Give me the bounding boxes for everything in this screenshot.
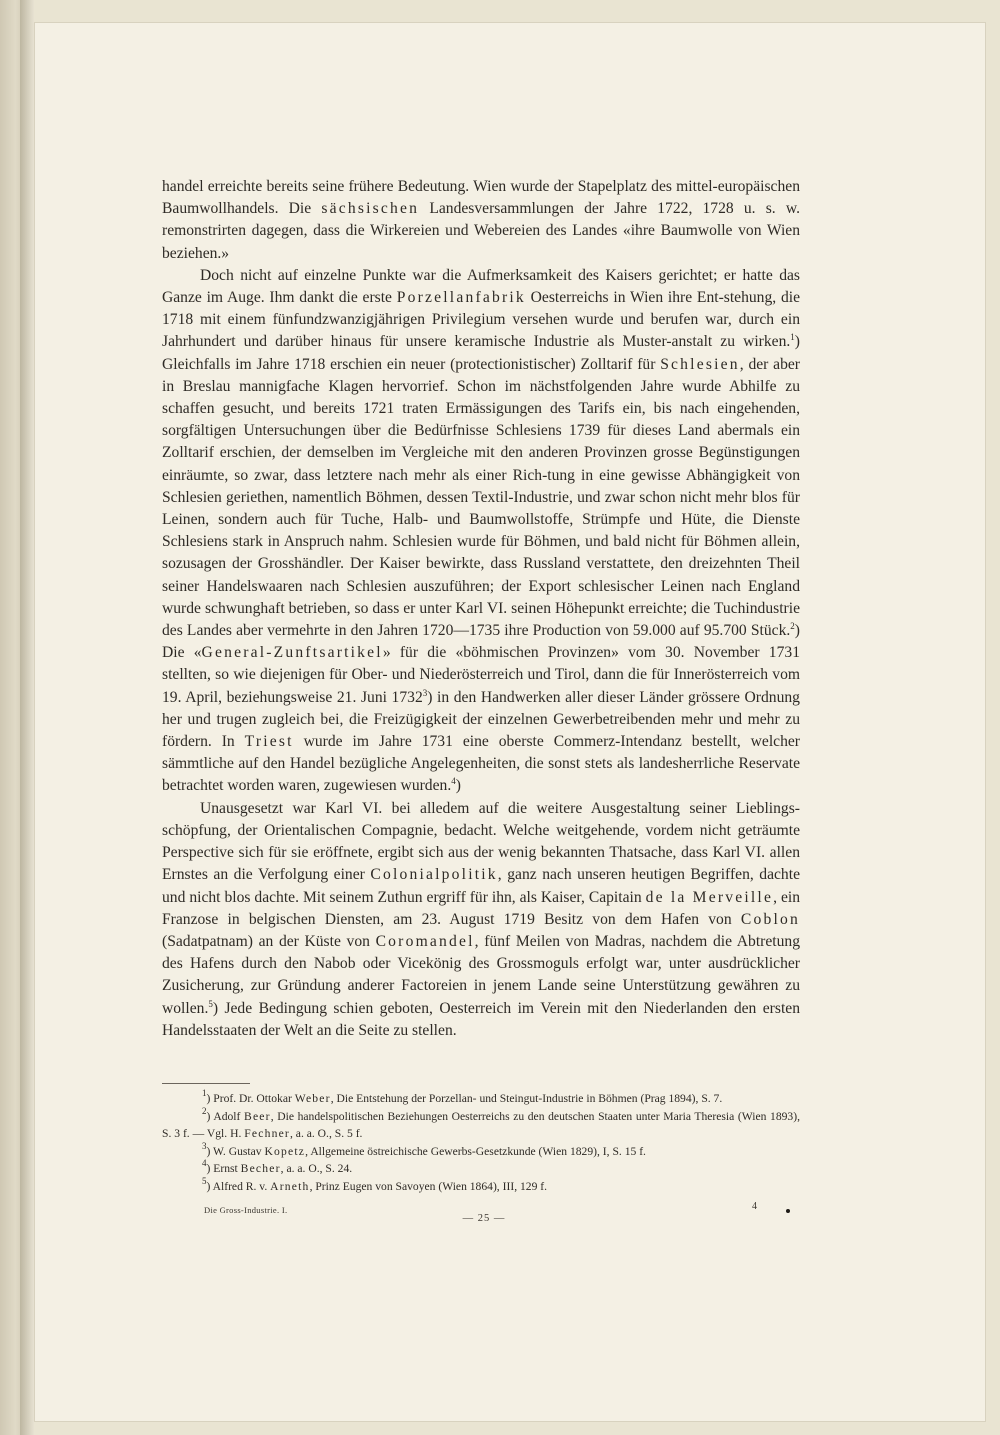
spaced-emphasis: Coblon bbox=[740, 910, 800, 928]
footnote-rule bbox=[162, 1083, 250, 1084]
text-run: ) in den Handwerken aller dieser Länder grössere Ordnung her und trugen zugleich bei, die Freizügigkeit der einzelnen Gewerbetreibenden mehr und mehr zu fördern. In bbox=[162, 688, 800, 751]
footnote-marker: 5 bbox=[208, 998, 213, 1009]
imprint-line: Die Gross-Industrie. I. bbox=[204, 1205, 288, 1215]
page-number: — 25 — bbox=[462, 1213, 506, 1224]
text-run: , fünf Meilen von Madras, nachdem die Abtretung des Hafens durch den Nabob oder Vicekönig des Grossmoguls erfolgt war, unter ausdrücklicher Zusicherung, zur Gründung anderer Factoreien in jenem Lande seine Unterstützung gewähren zu wollen. bbox=[162, 932, 801, 1017]
spaced-emphasis: Arneth bbox=[270, 1179, 310, 1193]
spaced-emphasis: Porzellanfabrik bbox=[396, 289, 526, 307]
spaced-emphasis: Colonialpolitik bbox=[370, 866, 498, 884]
footnote-marker: 1 bbox=[202, 1088, 207, 1098]
text-run: ) Die « bbox=[162, 622, 800, 662]
footnotes bbox=[162, 1090, 800, 1196]
spaced-emphasis: Triest bbox=[244, 733, 294, 751]
footnote-marker: 1 bbox=[790, 332, 795, 343]
footnote-marker: 2 bbox=[202, 1105, 207, 1116]
footnote-marker: 2 bbox=[790, 621, 795, 632]
text-run: , Die handelspolitischen Beziehungen Oesterreichs zu den deutschen Staaten unter Maria Theresia (Wien 1893), S. 3 f. — Vgl. H. bbox=[162, 1109, 800, 1141]
text-run: , ganz nach unseren heutigen Begriffen, dachte und nicht blos dachte. Mit seinem Zuthun ergriff für ihn, als Kaiser, Capitain bbox=[162, 866, 800, 906]
text-run: ) Gleichfalls im Jahre 1718 erschien ein neuer (protectionistischer) Zolltarif für bbox=[162, 333, 800, 373]
signature-mark: 4 bbox=[752, 1201, 757, 1212]
text-run: , Prinz Eugen von Savoyen (Wien 1864), III, 129 f. bbox=[309, 1179, 548, 1193]
footnote-marker: 5 bbox=[202, 1175, 207, 1186]
text-run: ) W. Gustav bbox=[206, 1144, 265, 1158]
text-run: , ein Franzose in belgischen Diensten, am 23. August 1719 Besitz von dem Hafen von bbox=[162, 888, 800, 928]
text-run: ) Jede Bedingung schien geboten, Oesterreich im Verein mit den Niederlanden den ersten Handelsstaaten der Welt an die Seite zu stellen. bbox=[162, 999, 800, 1039]
text-run: Unausgesetzt war Karl VI. bei alledem auf die weitere Ausgestaltung seiner Lieblings-schöpfung, der Orientalischen Compagnie, bedacht. Welche weitgehende, vordem nicht geträumte Perspective sich für sie eröffnete, ergibt sich aus der wenig bekannten Thatsache, dass Karl VI. allen Ernstes an die Verfolgung einer bbox=[162, 799, 800, 884]
spaced-emphasis: Kopetz bbox=[264, 1144, 306, 1158]
text-run: (Sadatpatnam) an der Küste von bbox=[162, 932, 376, 950]
spaced-emphasis: General-Zunftsartikel bbox=[201, 644, 383, 662]
text-run: , Allgemeine östreichische Gewerbs-Gesetzkunde (Wien 1829), I, S. 15 f. bbox=[305, 1144, 646, 1158]
text-run: ) Alfred R. v. bbox=[206, 1179, 271, 1193]
text-run: Doch nicht auf einzelne Punkte war die Aufmerksamkeit des Kaisers gerichtet; er hatte das Ganze im Auge. Ihm dankt die erste bbox=[162, 266, 800, 307]
footnote-4 bbox=[162, 1160, 800, 1178]
spaced-emphasis: Beer bbox=[244, 1109, 271, 1123]
footnote-3 bbox=[162, 1140, 800, 1161]
footnote-1 bbox=[162, 1090, 800, 1108]
text-run: handel erreichte bereits seine frühere Bedeutung. Wien wurde der Stapelplatz des mittel-europäischen Baumwollhandels. Die bbox=[162, 178, 800, 218]
footnote-marker: 3 bbox=[422, 687, 428, 698]
text-run: ) Adolf bbox=[206, 1109, 245, 1123]
footnote-marker: 4 bbox=[202, 1158, 207, 1169]
text-run: ) Prof. Dr. Ottokar bbox=[206, 1092, 295, 1105]
text-run: , a. a. O., S. 24. bbox=[280, 1162, 353, 1176]
text-run: » für die «böhmischen Provinzen» vom 30. November 1731 stellten, so wie diejenigen für Ober- und Niederösterreich und Tirol, dann die für Innerösterreich vom 19. April, beziehungsweise 21. Juni 1732 bbox=[162, 644, 800, 706]
text-run: Oesterreichs in Wien ihre Ent-stehung, die 1718 mit einem fünfundzwanzigjährigen Privilegium versehen wurde und berufen war, durch ein Jahrhundert und darüber hinaus für unsere keramische Industrie als Muster-anstalt zu wirken. bbox=[162, 289, 800, 351]
spaced-emphasis: Becher bbox=[240, 1162, 281, 1176]
spaced-emphasis: Weber bbox=[294, 1092, 331, 1105]
text-run: Landesversammlungen der Jahre 1722, 1728 u. s. w. remonstrirten dagegen, dass die Wirkereien und Webereien des Landes «ihre Baumwolle von Wien beziehen.» bbox=[162, 200, 800, 262]
text-run: , a. a. O., S. 5 f. bbox=[290, 1127, 363, 1141]
text-run: ) bbox=[455, 777, 461, 795]
text-run: wurde im Jahre 1731 eine oberste Commerz-Intendanz bestellt, welcher sämmtliche auf den Handel bezügliche Angelegenheiten, die sonst stets als landesherrliche Reservate betrachtet worden waren, zugewiesen wurden. bbox=[162, 733, 800, 795]
paragraph-3 bbox=[162, 798, 800, 1042]
spaced-emphasis: Schlesien bbox=[660, 355, 740, 373]
paragraph-1 bbox=[162, 176, 800, 265]
body-text bbox=[162, 176, 800, 1042]
spaced-emphasis: sächsischen bbox=[321, 200, 420, 218]
spaced-emphasis: Fechner bbox=[244, 1127, 290, 1141]
footnote-marker: 3 bbox=[202, 1140, 207, 1151]
text-run: ) Ernst bbox=[206, 1162, 241, 1176]
spaced-emphasis: Coromandel bbox=[375, 932, 475, 950]
footnote-marker: 4 bbox=[451, 776, 456, 787]
footnote-2 bbox=[162, 1105, 800, 1143]
footnote-5 bbox=[162, 1175, 800, 1196]
text-run: , Die Entstehung der Porzellan- und Steingut-Industrie in Böhmen (Prag 1894), S. 7. bbox=[330, 1092, 723, 1105]
text-run: , der aber in Breslau mannigfache Klagen hervorrief. Schon im nächstfolgenden Jahre wurde Abhilfe zu schaffen gesucht, und bereits 1721 traten Ermässigungen des Tarifs ein, bis nach eingehenden, sorgfältigen Untersuchungen über die Bedürfnisse Schlesiens 1739 für dieses Land abermals ein Zolltarif erschien, der demselben im Vergleiche mit den anderen Provinzen grosse Begünstigungen einräumte, so zwar, dass letztere nach mehr als einer Rich-tung in eine gewisse Abhängigkeit von Schlesien geriethen, namentlich Böhmen, dessen Textil-Industrie, und zwar schon nicht mehr blos für Leinen, sondern auch für Tuche, Halb- und Baumwollstoffe, Strümpfe und Hüte, die Dienste Schlesiens stark in Anspruch nahm. Schlesien wurde für Böhmen, und bald nicht für Böhmen allein, sozusagen der Grosshändler. Der Kaiser bewirkte, dass Russland verstattete, den dreizehnten Theil seiner Handelswaaren nach Schlesien auszuführen; der Export schlesischer Leinen nach England wurde schwunghaft betrieben, so dass er unter Karl VI. seinen Höhepunkt erreichte; die Tuchindustrie des Landes aber vermehrte in den Jahren 1720—1735 ihre Production von 59.000 auf 95.700 Stück. bbox=[162, 355, 800, 640]
paragraph-2 bbox=[162, 265, 800, 798]
spaced-emphasis: de la Merveille bbox=[645, 888, 774, 906]
